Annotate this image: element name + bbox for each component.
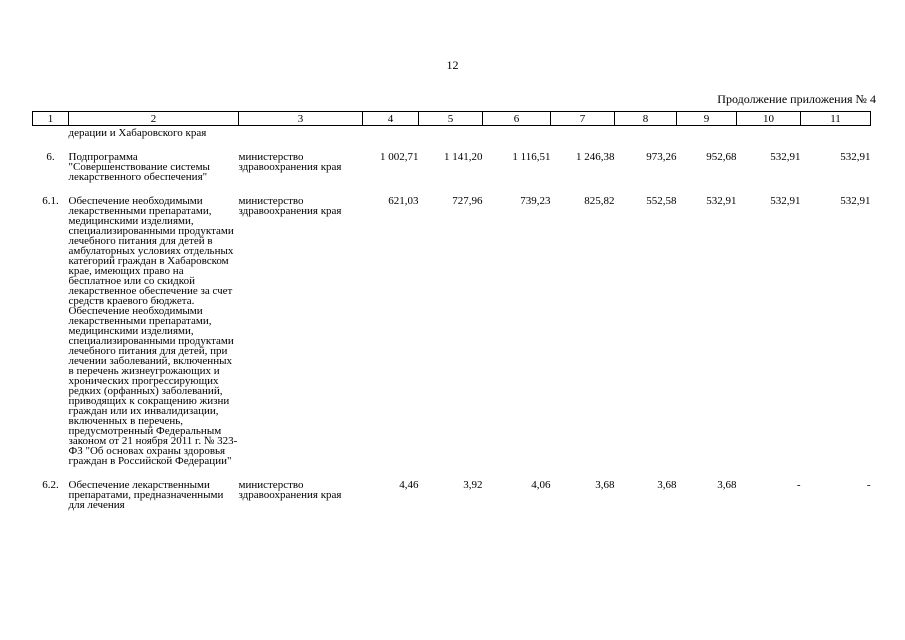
row-executor: министерство здравоохранения края bbox=[238, 195, 342, 217]
col-header-7: 7 bbox=[551, 112, 615, 126]
row-value: 532,91 bbox=[706, 195, 737, 207]
row-number: 6.2. bbox=[42, 479, 59, 491]
continued-text: дерации и Хабаровского края bbox=[68, 127, 207, 139]
col-header-1: 1 bbox=[33, 112, 69, 126]
row-name: Обеспечение лекарственными препаратами, предназначенными для лечения bbox=[68, 479, 224, 511]
table-row bbox=[33, 480, 871, 510]
row-value: 4,06 bbox=[531, 479, 551, 491]
row-name: Обеспечение необходимыми лекарственными препаратами, медицинскими изделиями, специализированными продуктами лечебного питания для детей в амбулаторных условиях отдельных категорий граждан в Хабаровском крае, имеющих право на бесплатное или со скидкой лекарственное обеспечение за счет средств краевого бюджета. Обеспечение необходимыми лекарственными препаратами, медицинскими изделиями, специализированными продуктами лечебного питания для детей, при лечении заболеваний, включенных в перечень жизнеугрожающих и хронических прогрессирующих редких (орфанных) заболеваний, приводящих к сокращению жизни граждан или их инвалидизации, включенных в перечень, предусмотренный Федеральным законом от 21 ноября 2011 г. № 323-ФЗ "Об основах охраны здоровья граждан в Российской Федерации" bbox=[68, 195, 238, 467]
row-value: 952,68 bbox=[706, 151, 737, 163]
row-value: 3,68 bbox=[595, 479, 615, 491]
row-value: 621,03 bbox=[388, 195, 419, 207]
row-value: 1 116,51 bbox=[512, 151, 551, 163]
row-value: 4,46 bbox=[399, 479, 419, 491]
row-value: 3,68 bbox=[657, 479, 677, 491]
row-value: 3,68 bbox=[717, 479, 737, 491]
header-row bbox=[33, 112, 871, 126]
row-value: - bbox=[796, 479, 801, 491]
row-value: 552,58 bbox=[646, 195, 677, 207]
row-name: Подпрограмма "Совершенствование системы лекарственного обеспечения" bbox=[68, 151, 210, 183]
row-value: 1 246,38 bbox=[576, 151, 615, 163]
row-value: 727,96 bbox=[452, 195, 483, 207]
col-header-8: 8 bbox=[615, 112, 677, 126]
col-header-4: 4 bbox=[363, 112, 419, 126]
col-header-11: 11 bbox=[801, 112, 871, 126]
row-value: 532,91 bbox=[770, 151, 801, 163]
row-value: 1 002,71 bbox=[380, 151, 419, 163]
continuation-title: Продолжение приложения № 4 bbox=[717, 92, 876, 106]
row-value: 532,91 bbox=[840, 195, 871, 207]
table-row bbox=[33, 152, 871, 196]
table-row bbox=[33, 196, 871, 480]
row-value: 825,82 bbox=[584, 195, 615, 207]
row-value: 739,23 bbox=[520, 195, 551, 207]
row-value: 532,91 bbox=[770, 195, 801, 207]
data-table bbox=[32, 111, 871, 510]
row-value: 1 141,20 bbox=[444, 151, 483, 163]
col-header-9: 9 bbox=[677, 112, 737, 126]
col-header-10: 10 bbox=[737, 112, 801, 126]
row-executor: министерство здравоохранения края bbox=[238, 151, 342, 173]
page-number: 12 bbox=[446, 58, 459, 72]
table-row-continuation bbox=[33, 126, 871, 153]
row-value: 973,26 bbox=[646, 151, 677, 163]
row-number: 6. bbox=[46, 151, 55, 163]
row-value: 532,91 bbox=[840, 151, 871, 163]
col-header-5: 5 bbox=[419, 112, 483, 126]
row-value: 3,92 bbox=[463, 479, 483, 491]
row-value: - bbox=[866, 479, 871, 491]
col-header-6: 6 bbox=[483, 112, 551, 126]
row-executor: министерство здравоохранения края bbox=[238, 479, 342, 501]
col-header-3: 3 bbox=[239, 112, 363, 126]
col-header-2: 2 bbox=[69, 112, 239, 126]
row-number: 6.1. bbox=[42, 195, 59, 207]
